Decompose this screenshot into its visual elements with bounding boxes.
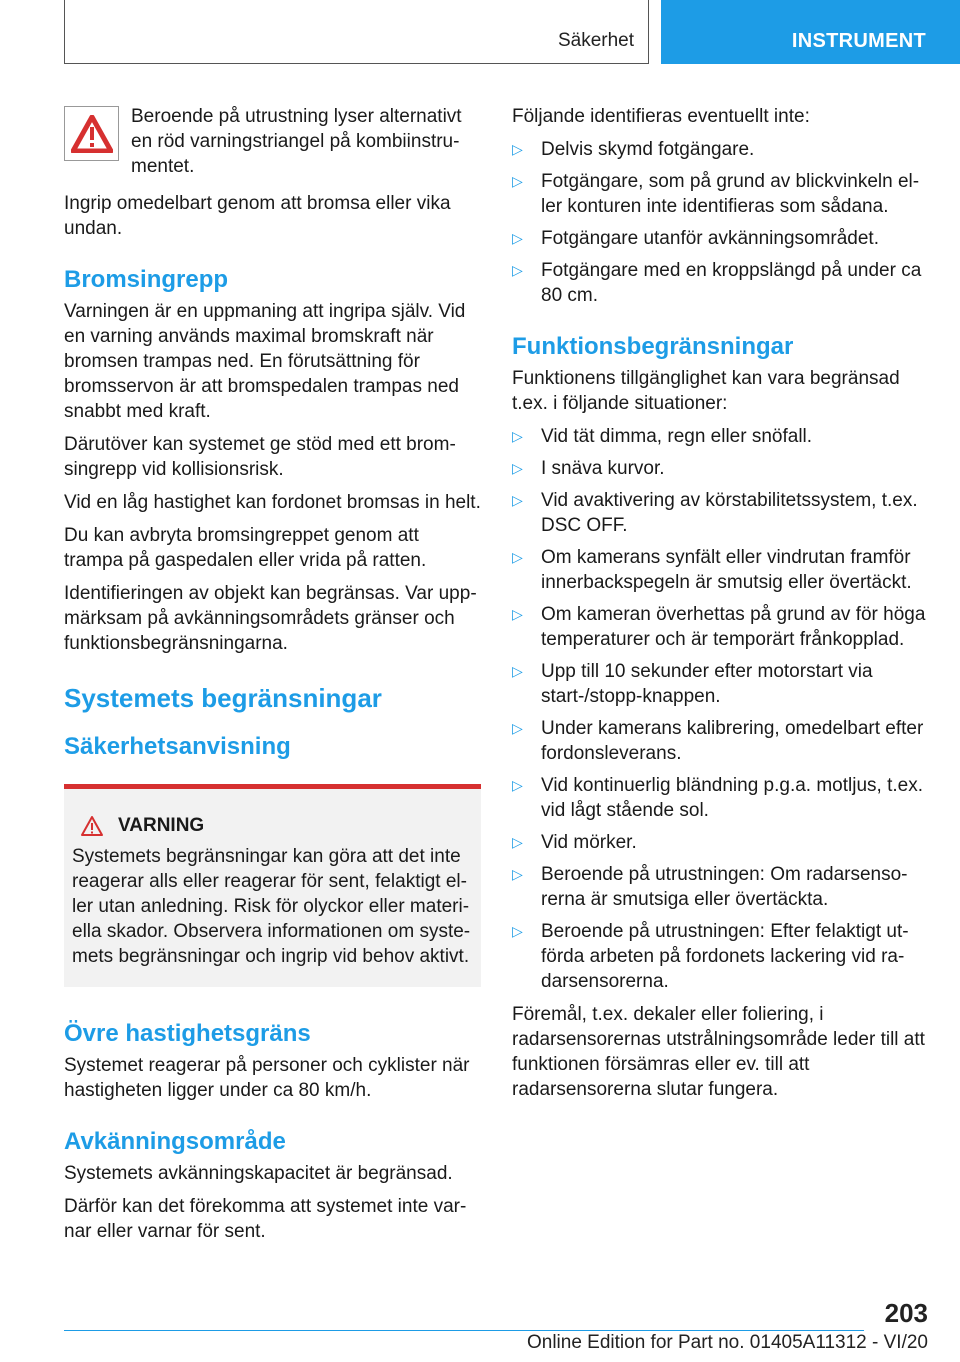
bullet-icon: ▷ [512, 173, 523, 189]
heading-avkanningsomrade: Avkänningsområde [64, 1128, 286, 1155]
list-item: ▷ Vid kontinuerlig bländning p.g.a. motljus, t.ex. vid lågt stående sol. [512, 775, 923, 821]
left-column [64, 104, 481, 1252]
warning-box [64, 784, 481, 987]
list-item: ▷ Om kamerans synfält eller vindrutan framför innerbackspegeln är smutsig eller övertäckt. [512, 547, 912, 593]
warning-triangle-icon [80, 815, 104, 837]
bullet-icon: ▷ [512, 460, 523, 476]
triangle-note [64, 104, 481, 179]
list-item: ▷ Delvis skymd fotgängare. [512, 139, 755, 160]
warning-title-text: VARNING [118, 815, 205, 836]
warning-text: Systemets begränsningar kan göra att det inte reagerar alls eller reagerar för sent, felaktigt eller utan anledning. Risk för olyckor eller materiella skador. Observera informationen om systemets begränsningar och ingrip vid behov aktivt. [72, 846, 471, 967]
paragraph: Därför kan det förekomma att systemet inte varnar eller varnar för sent. [64, 1196, 467, 1242]
heading-ovre-hastighetsgrans: Övre hastighetsgräns [64, 1020, 311, 1047]
warning-triangle-icon [71, 115, 113, 153]
list-item: ▷ Vid tät dimma, regn eller snöfall. [512, 426, 813, 447]
bullet-icon: ▷ [512, 834, 523, 850]
warning-title [80, 813, 473, 838]
heading-systemets-begransningar: Systemets begränsningar [64, 683, 382, 713]
paragraph: Varningen är en uppmaning att ingripa själv. Vid en varning används maximal bromskraft när bromsen trampas ned. En förutsättning för bromsservon är att bromspedalen trampas ned snabbt med kraft. [64, 301, 466, 422]
paragraph: Föremål, t.ex. dekaler eller foliering, i radarsensorernas utstrålningsområde leder till att funktionen försämras eller ev. till att radarsensorerna slutar fungera. [512, 1004, 925, 1100]
header-section-box [64, 0, 649, 64]
bullet-icon: ▷ [512, 606, 523, 622]
right-column [512, 104, 928, 1110]
footer-divider [64, 1330, 864, 1331]
bullet-icon: ▷ [512, 141, 523, 157]
paragraph: Vid en låg hastighet kan fordonet bromsas in helt. [64, 492, 481, 513]
list-item: ▷ Upp till 10 sekunder efter motorstart via start-/stopp-knappen. [512, 661, 873, 707]
bullet-icon: ▷ [512, 777, 523, 793]
bullet-icon: ▷ [512, 428, 523, 444]
header-section-title: Säkerhet [557, 30, 634, 51]
footer-edition: Online Edition for Part no. 01405A11312 - VI/20 [526, 1332, 928, 1353]
bullet-icon: ▷ [512, 549, 523, 565]
paragraph: Du kan avbryta bromsingreppet genom att trampa på gaspedalen eller vrida på ratten. [64, 525, 427, 571]
heading-funktionsbegransningar: Funktionsbegränsningar [512, 333, 794, 360]
header-chapter-title: INSTRUMENT [791, 30, 926, 52]
list-item: ▷ Under kamerans kalibrering, omedelbart efter fordonsleverans. [512, 718, 924, 764]
list-item: ▷ Fotgängare utanför avkänningsområdet. [512, 228, 879, 249]
paragraph: Systemets avkänningskapacitet är begränsad. [64, 1163, 453, 1184]
red-triangle-icon-box [64, 106, 119, 161]
list-item: ▷ Vid avaktivering av körstabilitetssystem, t.ex. DSC OFF. [512, 490, 918, 536]
paragraph: Därutöver kan systemet ge stöd med ett bromsingrepp vid kollisionsrisk. [64, 434, 456, 480]
bullet-icon: ▷ [512, 923, 523, 939]
bullet-list-limitations [512, 424, 928, 994]
list-item: ▷ Fotgängare, som på grund av blickvinkeln eller konturen inte identifieras som sådana. [512, 171, 920, 217]
list-item: ▷ I snäva kurvor. [512, 458, 665, 479]
bullet-icon: ▷ [512, 262, 523, 278]
list-item: ▷ Vid mörker. [512, 832, 637, 853]
bullet-icon: ▷ [512, 720, 523, 736]
bullet-icon: ▷ [512, 492, 523, 508]
header-chapter-tab [661, 0, 960, 64]
bullet-list-not-identified [512, 137, 928, 308]
bullet-icon: ▷ [512, 866, 523, 882]
paragraph: Systemet reagerar på personer och cyklister när hastigheten ligger under ca 80 km/h. [64, 1055, 470, 1101]
paragraph: Identifieringen av objekt kan begränsas. Var uppmärksam på avkänningsområdets gränser och funktionsbegränsningarna. [64, 583, 477, 654]
intro-text: Ingrip omedelbart genom att bromsa eller vika undan. [64, 193, 451, 239]
heading-bromsingrepp: Bromsingrepp [64, 266, 229, 293]
list-item: ▷ Beroende på utrustningen: Efter felaktigt utförda arbeten på fordonets lackering vid radarsensorerna. [512, 921, 909, 992]
bullet-icon: ▷ [512, 663, 523, 679]
triangle-note-text: Beroende på utrustning lyser alternativt en röd varningstriangel på kombiinstrumentet. [131, 106, 462, 177]
heading-sakerhetsanvisning: Säkerhetsanvisning [64, 733, 291, 760]
paragraph: Funktionens tillgänglighet kan vara begränsad t.ex. i följande situationer: [512, 368, 900, 414]
intro-text: Följande identifieras eventuellt inte: [512, 106, 810, 127]
list-item: ▷ Beroende på utrustningen: Om radarsensorerna är smutsiga eller övertäckta. [512, 864, 908, 910]
list-item: ▷ Fotgängare med en kroppslängd på under ca 80 cm. [512, 260, 922, 306]
page-number: 203 [884, 1298, 928, 1328]
bullet-icon: ▷ [512, 230, 523, 246]
list-item: ▷ Om kameran överhettas på grund av för höga temperaturer och är temporärt frånkopplad. [512, 604, 926, 650]
